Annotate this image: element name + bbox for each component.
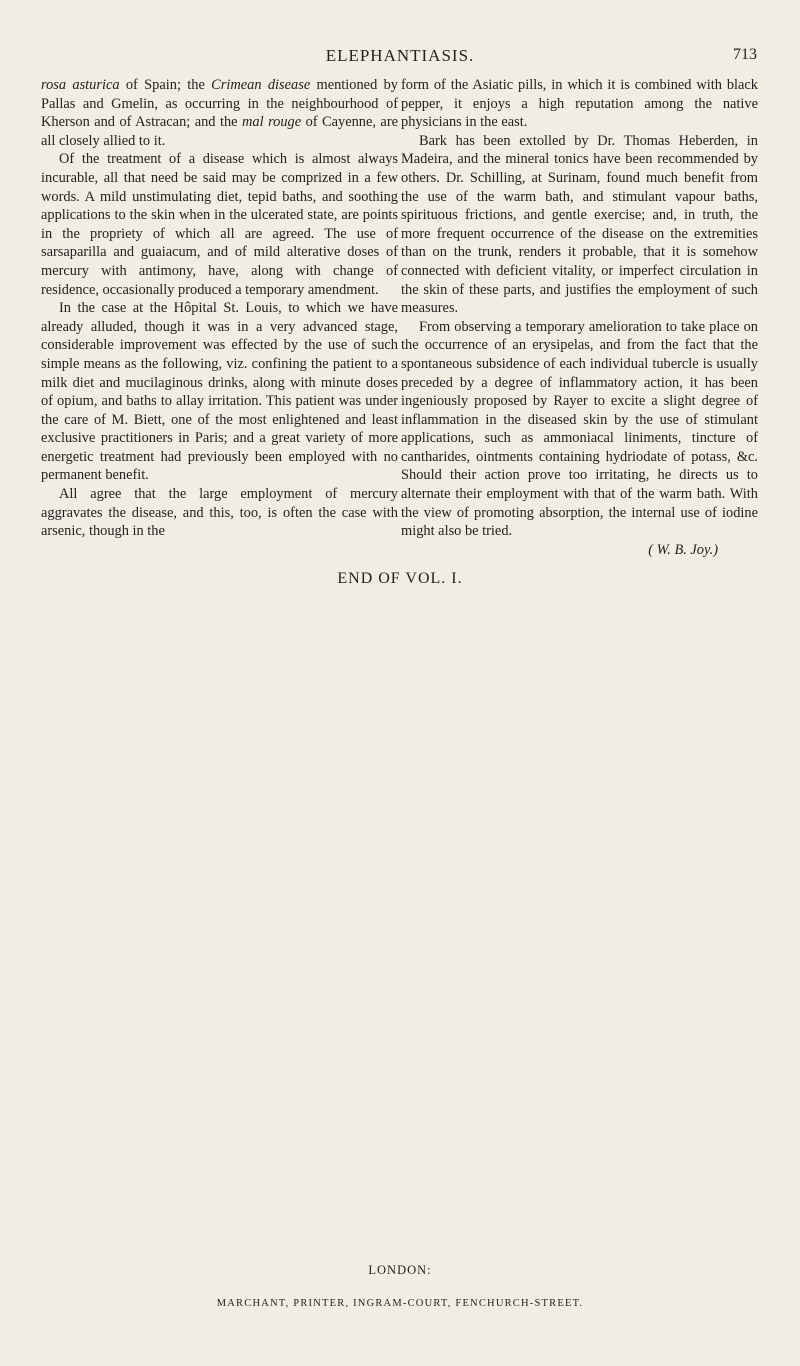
running-title: ELEPHANTIASIS. xyxy=(325,46,475,65)
page-header xyxy=(0,46,800,70)
right-column xyxy=(401,76,758,559)
paragraph: Of the treatment of a disease which is almost always incurable, all that need be said may be comprized in a few words. A mild unstimulating diet, tepid baths, and soothing applications to the skin when in the ulcerated state, are points in the propriety of which all are agreed. The use of sarsaparilla and guaiacum, and of mild alterative doses of mercury with antimony, have, along with change of residence, occasionally produced a temporary amendment. xyxy=(41,151,398,298)
italic-term: Crimean disease xyxy=(211,77,311,93)
paragraph xyxy=(41,76,398,150)
italic-term: rosa asturica xyxy=(41,77,120,93)
left-column xyxy=(41,76,398,541)
paragraph: Bark has been extolled by Dr. Thomas Heberden, in Madeira, and the mineral tonics have been recommended by others. Dr. Schilling, at Surinam, found much benefit from the use of the warm bath, and stimulant vapour baths, spirituous frictions, and gentle exercise; and, in truth, the more frequent occurrence of the disease on the extremities than on the trunk, renders it probable, that it is somehow connected with deficient vitality, or imperfect circulation in the skin of these parts, and justifies the employment of such measures. xyxy=(401,132,758,317)
text-run: of Spain; the xyxy=(119,77,212,93)
text-run: mentioned by Pallas and Gmelin, as occurring in the neighbourhood of Kherson and of Astracan; and the xyxy=(41,77,398,131)
text-run: of Cayenne, are all closely allied to it. xyxy=(41,114,398,149)
italic-term: mal rouge xyxy=(242,114,302,131)
imprint-city: LONDON: xyxy=(368,1263,432,1277)
paragraph: From observing a temporary amelioration to take place on the occurrence of an erysipelas, and from the fact that the spontaneous subsidence of each individual tubercle is usually preceded by a degree of inflammatory action, it has been ingeniously proposed by Rayer to excite a slight degree of inflammation in the diseased skin by the use of stimulant applications, such as ammoniacal liniments, tincture of cantharides, ointments containing hydriodate of potass, &c. Should their action prove too irritating, he directs us to alternate their employment with that of the warm bath. With the view of promoting absorption, the internal use of iodine might also be tried. xyxy=(401,318,758,540)
paragraph: form of the Asiatic pills, in which it is combined with black pepper, it enjoys a high reputation among the native physicians in the east. xyxy=(401,77,758,131)
imprint-printer: MARCHANT, PRINTER, INGRAM-COURT, FENCHURCH-STREET. xyxy=(216,1298,584,1309)
end-of-volume: END OF VOL. I. xyxy=(337,570,463,587)
paragraph: In the case at the Hôpital St. Louis, to which we have already alluded, though it was in a very advanced stage, considerable improvement was effected by the use of such simple means as the following, viz. confining the patient to a milk diet and mucilaginous drinks, along with minute doses of opium, and baths to allay irritation. This patient was under the care of M. Biett, one of the most enlightened and least exclusive practitioners in Paris; and a great variety of more energetic treatment had previously been employed with no permanent benefit. xyxy=(41,300,398,484)
page-number: 713 xyxy=(733,46,757,63)
author-signature: ( W. B. Joy.) xyxy=(648,541,718,558)
paragraph: All agree that the large employment of mercury aggravates the disease, and this, too, is often the case with arsenic, though in the xyxy=(41,486,398,540)
